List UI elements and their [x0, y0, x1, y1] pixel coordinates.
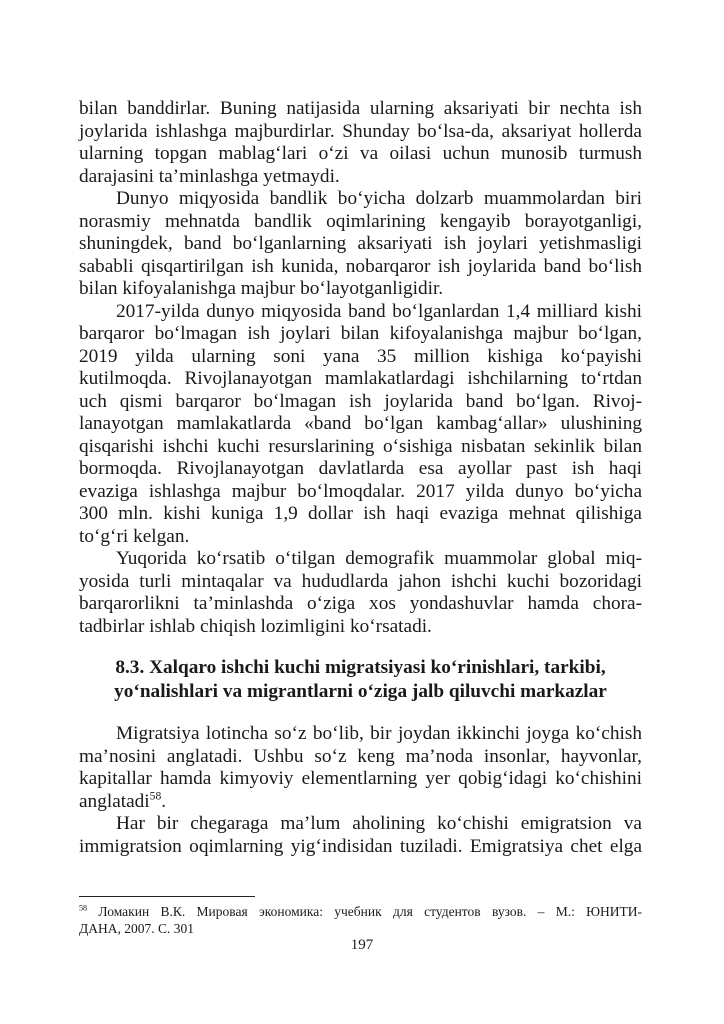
footnote: [79, 903, 642, 937]
text-line: bilan banddirlar. Buning natijasida ularning aksariyati bir nechta ish: [79, 98, 642, 119]
text-line: kutilmoqda. Rivojlanayotgan mamlakatlardagi ishchilarning to‘rtdan: [79, 368, 642, 389]
footnote-divider: [79, 896, 255, 897]
text-line: 2017-yilda dunyo miqyosida band bo‘lganlardan 1,4 milliard kishi: [116, 300, 642, 322]
text-line: yosida turli mintaqalar va hududlarda jahon ishchi kuchi bozoridagi: [79, 570, 642, 592]
text-line: barqaror bo‘lmagan ish joylari bilan kifoyalanishga majbur bo‘lgan,: [79, 323, 642, 344]
text-line: anglatadi$^{58}$.: [79, 789, 167, 812]
text-line: norasmiy mehnatda bandlik oqimlarining kengayib borayotganligi,: [79, 210, 642, 232]
text-line: Yuqorida ko‘rsatib o‘tilgan demografik muammolar global miq-: [116, 548, 642, 569]
footnote-line: $^{58}$ Ломакин В.К. Мировая экономика: учебник для студентов вузов. – М.: ЮНИТИ-: [79, 903, 643, 919]
section-heading: [79, 656, 642, 704]
text-line: evaziga ishlashga majbur bo‘lmoqdalar. 2017 yilda dunyo bo‘yicha: [79, 480, 642, 502]
text-line: tadbirlar ishlab chiqish lozimligini ko‘rsatadi.: [79, 615, 432, 637]
text-line: ularning topgan mablag‘lari o‘zi va oilasi uchun munosib turmush: [79, 143, 642, 164]
footnote-line: ДАНА, 2007. С. 301: [79, 921, 194, 936]
text-line: Har bir chegaraga ma’lum aholining ko‘chishi emigratsion va: [116, 813, 642, 834]
text-line: lanayotgan mamlakatlarda «band bo‘lgan kambag‘allar» ulushining: [79, 413, 642, 434]
text-line: joylarida ishlashga majburdirlar. Shunday bo‘lsa-da, aksariyat hollerda: [79, 120, 642, 142]
text-line: bormoqda. Rivojlanayotgan davlatlarda esa ayollar past ish haqi: [79, 458, 642, 479]
text-line: ma’nosini anglatadi. Ushbu so‘z keng ma’noda insonlar, hayvonlar,: [79, 745, 642, 767]
footnote-reference[interactable]: 58: [149, 789, 162, 803]
text-line: immigratsion oqimlarning yig‘indisidan tuziladi. Emigratsiya chet elga: [79, 835, 642, 857]
text-line: uch qismi barqaror bo‘lmagan ish joylarida band bo‘lgan. Rivoj-: [79, 390, 642, 412]
text-line: 2019 yilda ularning soni yana 35 million kishiga ko‘payishi: [79, 345, 642, 367]
section-heading-line: yo‘nalishlari va migrantlarni o‘ziga jalb qiluvchi markazlar: [114, 681, 607, 702]
page-number: 197: [350, 937, 374, 953]
text-line: Migratsiya lotincha so‘z bo‘lib, bir joydan ikkinchi joyga ko‘chish: [116, 723, 642, 744]
text-line: sababli qisqartirilgan ish kunida, nobarqaror ish joylarida band bo‘lish: [79, 255, 642, 277]
section-body: [79, 723, 642, 858]
text-line: to‘g‘ri kelgan.: [79, 525, 190, 547]
text-line: Dunyo miqyosida bandlik bo‘yicha dolzarb muammolardan biri: [116, 188, 642, 209]
text-line: qisqarishi ishchi kuchi resurslarining o‘sishiga nisbatan sekinlik bilan: [79, 435, 642, 457]
section-heading-line: 8.3. Xalqaro ishchi kuchi migratsiyasi ko‘rinishlari, tarkibi,: [115, 657, 606, 678]
text-line: darajasini ta’minlashga yetmaydi.: [79, 165, 340, 187]
text-line: barqarorlikni ta’minlashda o‘ziga xos yondashuvlar hamda chora-: [79, 593, 642, 614]
body-text: [79, 98, 642, 638]
text-line: bilan kifoyalanishga majbur bo‘layotganligidir.: [79, 278, 444, 299]
text-line: kapitallar hamda kimyoviy elementlarning yer qobig‘idagi ko‘chishini: [79, 768, 642, 789]
text-line: shuningdek, band bo‘lganlarning aksariyati ish joylari yetishmasligi: [79, 233, 642, 254]
text-line: 300 mln. kishi kuniga 1,9 dollar ish haqi evaziga mehnat qilishiga: [79, 503, 642, 524]
